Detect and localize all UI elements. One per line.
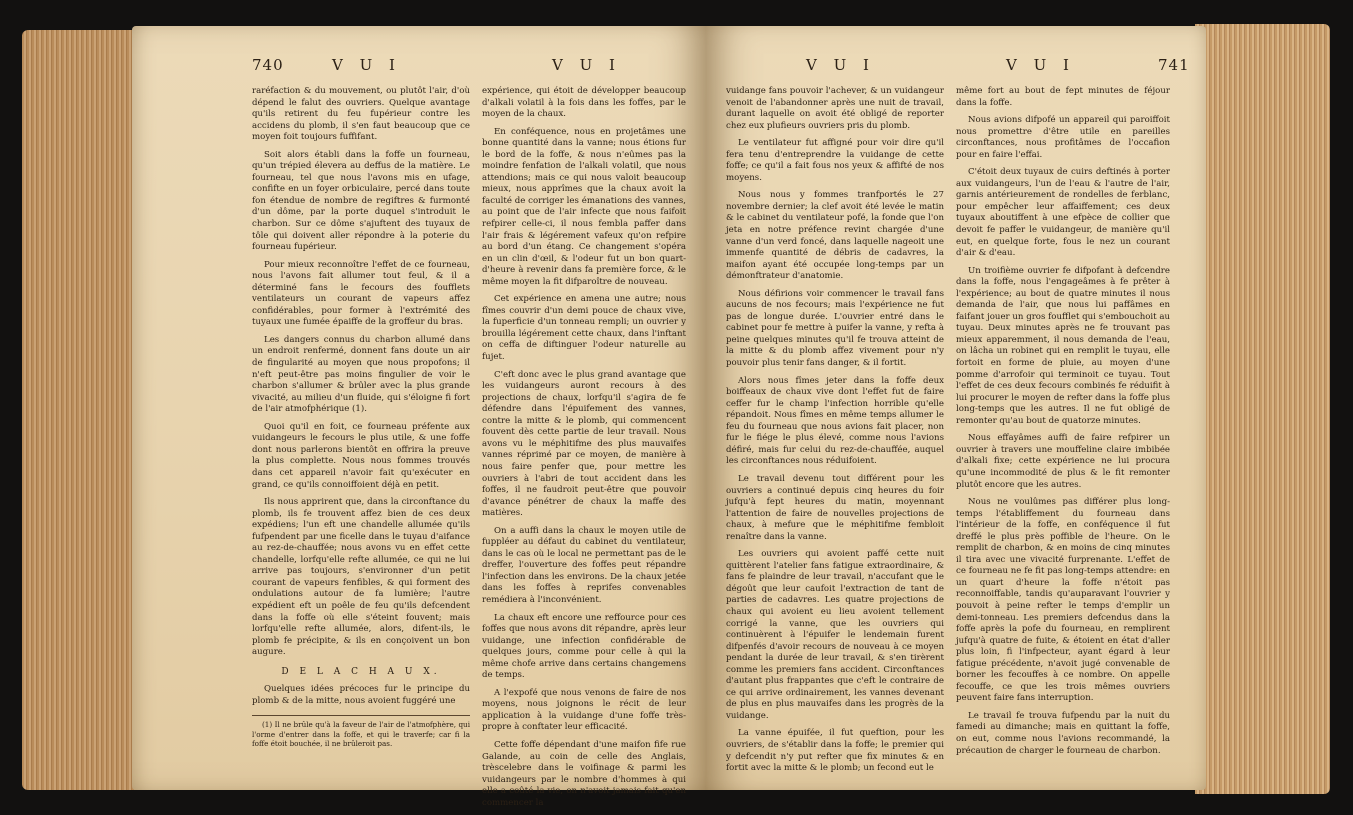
right-running-title-2: V U I: [1006, 56, 1075, 74]
left-page-edges: [22, 30, 142, 790]
paragraph: On a auffi dans la chaux le moyen utile de fuppléer au défaut du cabinet du ventilateur, dans le cas où le local ne permettant pas de le dreffer, l'ouverture des foffes peut répandre l'infection dans les environs. De la chaux jetée dans les foffes à reprifes convenables remédiera à l'inconvénient.: [482, 525, 686, 605]
paragraph: Nous effayâmes auffi de faire refpirer un ouvrier à travers une mouffeline claire imbibée d'alkali fixe; cette expérience ne lui procura qu'une incommodité de plus & le fit remonter plutôt encore que les autres.: [956, 433, 1170, 490]
paragraph: C'eft donc avec le plus grand avantage que les vuidangeurs auront recours à des projections de chaux, lorfqu'il s'agira de fe défendre dans l'épuifement des vannes, contre la mitte & le plomb, qui commencent fouvent dès cette partie de leur travail. Nous avons vu le méphitifme des plus mauvaifes vannes réprimé par ce moyen, de manière à nous faire penfer que, pour mettre les ouvriers à l'abri de tout accident dans les foffes, il ne faudroit peut-être que pouvoir d'avance pénétrer de chaux la maffe des matières.: [482, 369, 686, 519]
paragraph: Pour mieux reconnoître l'effet de ce fourneau, nous l'avons fait allumer tout feul, & il a déterminé fans le fecours des foufflets ventilateurs un courant de vapeurs affez confidérables, pour former à l'extrémité des tuyaux une fumée épaiffe de la groffeur du bras.: [252, 259, 470, 328]
paragraph: même fort au bout de fept minutes de féjour dans la foffe.: [956, 86, 1170, 108]
paragraph: Cette foffe dépendant d'une maifon fife rue Galande, au coin de celle des Anglais, trèscelebre dans le voifinage & parmi les vuidangeurs par le nombre d'hommes à qui elle a coûté la vie, on n'avoit jamais fait qu'en commencer la: [482, 739, 686, 808]
left-column-2: [482, 86, 686, 815]
paragraph: Un troifième ouvrier fe difpofant à defcendre dans la foffe, nous l'engageâmes à fe prêter à l'expérience; au bout de quatre minutes il nous demanda de l'air, que nous lui paffâmes en faifant jouer un gros foufflet qui s'embouchoit au tuyau. Deux minutes après ne fe trouvant pas mieux apparemment, il nous demanda de l'eau, on lâcha un robinet qui en remplit le tuyau, elle fortoit en forme de pluie, au moyen d'une pomme d'arrofoir qui terminoit ce tuyau. Tout l'effet de ces deux fecours combinés fe réduifit à lui procurer le moyen de refter dans la foffe plus long-temps que les autres. Il ne fut obligé de remonter qu'au bout de quatorze minutes.: [956, 265, 1170, 426]
paragraph: Nous nous y fommes tranfportés le 27 novembre dernier; la clef avoit été levée le matin & le cabinet du ventilateur pofé, la fonde que l'on jeta en notre préfence revint chargée d'une vanne d'un verd foncé, dans laquelle nageoit une immenfe quantité de débris de cadavres, la maifon ayant été occupée long-temps par un démonftrateur d'anatomie.: [726, 190, 944, 282]
paragraph: Le travail devenu tout différent pour les ouvriers a continué depuis cinq heures du foir jufqu'à fept heures du matin, moyennant l'attention de faire de nouvelles projections de chaux, à mefure que le méphitifme fembloit renaître dans la vanne.: [726, 473, 944, 542]
paragraph: Alors nous fîmes jeter dans la foffe deux boiffeaux de chaux vive dont l'effet fut de faire ceffer fur le champ l'infection horrible qu'elle répandoit. Nous fîmes en même temps allumer le feu du fourneau que nous avions fait placer, non fur le fiége le plus élevé, comme nous l'avions défiré, mais fur celui du rez-de-chauffée, auquel les circonftances nous réduifoient.: [726, 375, 944, 467]
right-column-2: [956, 86, 1170, 763]
paragraph: Quelques idées précoces fur le principe du plomb & de la mitte, nous avoient fuggéré une: [252, 684, 470, 706]
paragraph: Nous ne voulûmes pas différer plus long-temps l'établiffement du fourneau dans l'intérieur de la foffe, en conféquence il fut dreffé le plus près poffible de l'heure. On le remplit de charbon, & en moins de cinq minutes il tira avec une vivacité furprenante. L'effet de ce fourneau ne fe fit pas long-temps attendre: en un quart d'heure la foffe n'étoit pas reconnoiffable, tandis qu'auparavant l'ouvrier y pouvoit à peine refter le temps d'emplir un demi-tonneau. Les premiers defcendus dans la foffe après la pofe du fourneau, en remplirent jufqu'à quatre de fuite, & étoient en état d'aller plus loin, fi l'infpecteur, ayant égard à leur fatigue précédente, n'avoit jugé convenable de borner les fecouffes à ce nombre. On appelle fecouffe, ce que les trois mêmes ouvriers peuvent faire fans interruption.: [956, 497, 1170, 704]
right-running-head: [706, 56, 1206, 78]
left-page-number: 740: [252, 56, 284, 74]
paragraph: Les ouvriers qui avoient paffé cette nuit quittèrent l'atelier fans fatigue extraordinaire, & fans fe plaindre de leur travail, n'accufant que le dégoût que leur caufoit l'extraction de tant de parties de cadavres. Les quatre projections de chaux qui avoient eu lieu avoient tellement corrigé la vanne, que les ouvriers qui continuèrent à l'épuifer le lendemain furent difpenfés d'avoir recours de nouveau à ce moyen pendant la durée de leur travail, & s'en tirèrent comme les premiers fans accident. Circonftances d'autant plus frappantes que c'eft le contraire de ce qui arrive ordinairement, les vannes devenant de plus en plus mauvaifes dans les progrès de la vuidange.: [726, 549, 944, 721]
right-running-title: V U I: [806, 56, 875, 74]
right-page-number: 741: [1158, 56, 1190, 74]
paragraph: Soit alors établi dans la foffe un fourneau, qu'un trépied élevera au deffus de la matière. Le fourneau, tel que nous l'avons mis en ufage, confifte en un foyer orbiculaire, percé dans toute fon étendue de nombre de regiftres & furmonté d'un dôme, par la porte duquel s'introduit le charbon. Sur ce dôme s'ajuftent des tuyaux de tôle qui doivent aller répondre à la poterie du fourneau fupérieur.: [252, 149, 470, 253]
left-running-title-2: V U I: [552, 56, 621, 74]
paragraph: expérience, qui étoit de développer beaucoup d'alkali volatil à la fois dans les foffes, par le moyen de la chaux.: [482, 86, 686, 120]
paragraph: raréfaction & du mouvement, ou plutôt l'air, d'où dépend le falut des ouvriers. Quelque avantage qu'ils retirent du feu fupérieur contre les accidens du plomb, il s'en faut beaucoup que ce moyen foit toujours fuffifant.: [252, 86, 470, 143]
paragraph: Nous avions difpofé un appareil qui paroiffoit nous promettre d'être utile en pareilles circonftances, nous profitâmes de l'occafion pour en faire l'effai.: [956, 115, 1170, 160]
paragraph: Les dangers connus du charbon allumé dans un endroit renfermé, donnent fans doute un air de fingularité au moyen que nous propofons; il n'eft peut-être pas moins fingulier de voir le charbon s'allumer & brûler avec la plus grande vivacité, au milieu d'un fluide, qui s'éloigne fi fort de l'air atmofphérique (1).: [252, 334, 470, 415]
paragraph: La chaux eft encore une reffource pour ces foffes que nous avons dit répandre, après leur vuidange, une infection confidérable de quelques jours, comme pour celle à qui la même chofe arrive dans certains changemens de temps.: [482, 612, 686, 681]
paragraph: Cet expérience en amena une autre; nous fîmes couvrir d'un demi pouce de chaux vive, la fuperficie d'un tonneau rempli; un ouvrier y brouilla légérement cette chaux, dans l'inftant on ceffa de diftinguer l'odeur naturelle au fujet.: [482, 294, 686, 363]
paragraph: La vanne épuifée, il fut queftion, pour les ouvriers, de s'établir dans la foffe; le premier qui y defcendit n'y put refter que fix minutes & en fortit avec la mitte & le plomb; un fecond eut le: [726, 728, 944, 774]
left-column-1: [252, 86, 470, 748]
paragraph: En conféquence, nous en projetâmes une bonne quantité dans la vanne; nous étions fur le bord de la foffe, & nous n'eûmes pas la moindre fenfation de l'alkali volatil, que nous attendions; mais ce qui nous valoit beaucoup mieux, nous apprîmes que la chaux avoit la faculté de corriger les émanations des vannes, au point que de l'air infecte que nous faifoit refpirer celle-ci, il nous fembla paffer dans l'air frais & légérement vafeux qu'on refpire au bord d'un étang. Ce changement s'opéra en un clin d'œil, & l'odeur fut un bon quart-d'heure à revenir dans fa première force, & le même moyen la fit difparoître de nouveau.: [482, 126, 686, 287]
paragraph: vuidange fans pouvoir l'achever, & un vuidangeur venoit de l'abandonner après une nuit de travail, durant laquelle on avoit été obligé de reporter chez eux plufieurs ouvriers pris du plomb.: [726, 86, 944, 131]
section-heading: D E L A C H A U X.: [281, 666, 441, 677]
right-page: [706, 26, 1206, 790]
left-page: [132, 26, 706, 808]
paragraph: Quoi qu'il en foit, ce fourneau préfente aux vuidangeurs le fecours le plus utile, & une foffe dont nous parlerons bientôt en offrira la preuve la plus complette. Nous nous fommes trouvés dans cet appareil n'avoir fait qu'exécuter en grand, ce qu'ils connoiffoient déjà en petit.: [252, 421, 470, 490]
left-running-title: V U I: [332, 56, 401, 74]
right-column-1: [726, 86, 944, 781]
footnote-text: (1) Il ne brûle qu'à la faveur de l'air de l'atmofphère, qui l'orme d'entrer dans la foffe, et qui le traverfe; car fi la foffe étoit bouchée, il ne brûleroit pas.: [252, 720, 470, 748]
paragraph: Le travail fe trouva fufpendu par la nuit du famedi au dimanche; mais en quittant la foffe, on eut, comme nous l'avions recommandé, la précaution de charger le fourneau de charbon.: [956, 710, 1170, 756]
right-page-edges: [1195, 24, 1330, 794]
footnote: [252, 715, 470, 748]
paragraph: Le ventilateur fut affigné pour voir dire qu'il fera tenu d'entreprendre la vuidange de cette foffe; ce qu'il a fait fous nos yeux & affifté de nos moyens.: [726, 138, 944, 183]
left-running-head: [132, 56, 706, 78]
paragraph: C'étoit deux tuyaux de cuirs deftinés à porter aux vuidangeurs, l'un de l'eau & l'autre de l'air, garnis antérieurement de rondelles de ferblanc, pour empêcher leur affaiffement; ces deux tuyaux aboutiffent à une efpèce de collier que devoit fe paffer le vuidangeur, de manière qu'il eut, en quelque forte, fous le nez un courant d'air & d'eau.: [956, 167, 1170, 259]
paragraph: A l'expofé que nous venons de faire de nos moyens, nous joignons le récit de leur application à la vuidange d'une foffe très-propre à conftater leur efficacité.: [482, 687, 686, 733]
paragraph: Nous défirions voir commencer le travail fans aucuns de nos fecours; mais l'expérience ne fut pas de longue durée. L'ouvrier entré dans le cabinet pour fe mettre à puifer la vanne, y refta à peine quelques minutes qu'il fe trouva atteint de la mitte & du plomb affez vivement pour n'y pouvoir plus tenir fans danger, & il fortit.: [726, 288, 944, 369]
paragraph: Ils nous apprirent que, dans la circonftance du plomb, ils fe trouvent affez bien de ces deux expédiens; l'un eft une chandelle allumée qu'ils fufpendent par une ficelle dans le tuyau d'aifance au rez-de-chauffée; nous avons vu en effet cette chandelle, lorfqu'elle refte allumée, ce qui ne lui arrive pas toujours, s'environner d'un petit courant de vapeurs fenfibles, & qui forment des ondulations autour de fa lumière; l'autre expédient eft un poêle de feu qu'ils defcendent dans la foffe où elle s'éteint fouvent; mais lorfqu'elle refte allumée, alors, difent-ils, le plomb fe précipite, & ils en conçoivent un bon augure.: [252, 497, 470, 658]
